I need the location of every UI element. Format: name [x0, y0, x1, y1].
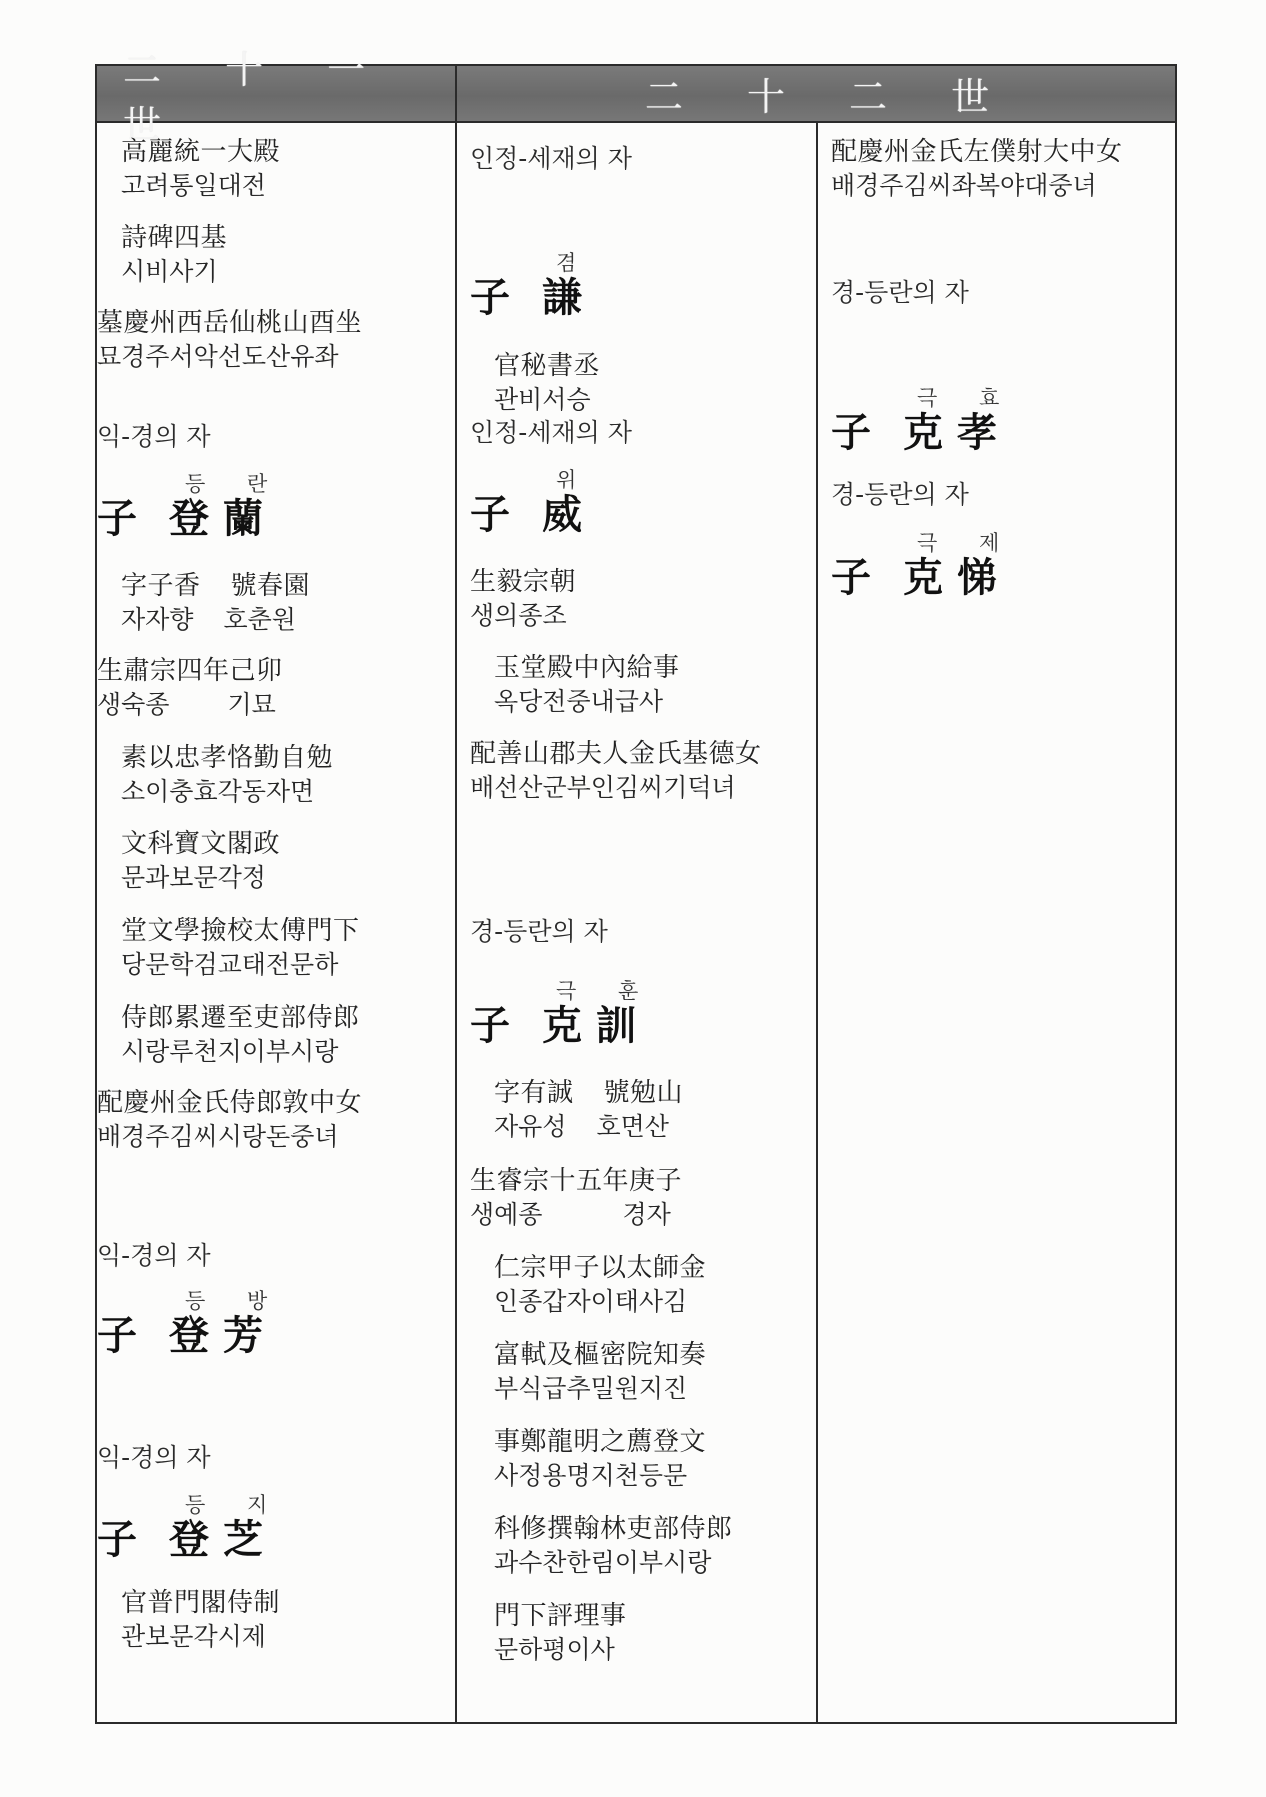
name-reading: 극	[556, 979, 577, 1003]
header-generation-22: 二 十 二 世	[644, 75, 1016, 119]
column-21st-generation	[97, 121, 457, 1722]
son-char: 子	[831, 409, 871, 456]
son-name	[470, 468, 582, 538]
hangul-line: 배경주김씨시랑돈중녀	[97, 1122, 339, 1151]
hanja-text: 號勉山	[603, 1078, 684, 1108]
parent-relation: 경-등란의 자	[470, 917, 608, 946]
entry-block	[97, 221, 227, 289]
son-char: 子	[97, 495, 137, 542]
entry-block	[97, 1086, 362, 1154]
son-char: 子	[831, 554, 871, 601]
entry-block	[97, 827, 280, 895]
hanja-text: 字子香	[121, 571, 201, 601]
son-char: 芳	[223, 1312, 263, 1359]
hangul-text: 생예종	[470, 1200, 543, 1229]
hangul-text: 호면산	[596, 1112, 669, 1141]
son-name	[831, 531, 1000, 601]
parent-relation: 인정-세재의 자	[470, 418, 632, 447]
hangul-line: 생의종조	[470, 601, 567, 630]
son-char: 克	[903, 554, 943, 601]
hanja-line: 配善山郡夫人金氏基德女	[470, 739, 762, 769]
son-char: 子	[470, 491, 510, 538]
hangul-line: 옥당전중내급사	[494, 687, 664, 716]
hanja-line: 配慶州金氏左僕射大中女	[831, 137, 1123, 167]
entry-block	[494, 1599, 627, 1667]
hanja-line: 生睿宗十五年庚子	[470, 1166, 683, 1196]
parent-relation: 익-경의 자	[97, 422, 211, 451]
hanja-line: 官秘書丞	[494, 351, 601, 381]
name-reading: 훈	[618, 979, 639, 1003]
entry-block	[494, 1338, 706, 1406]
name-reading: 극	[917, 386, 938, 410]
entry-block	[494, 1251, 706, 1319]
hanja-line: 仁宗甲子以太師金	[494, 1253, 707, 1283]
hanja-line: 素以忠孝恪勤自勉	[121, 743, 334, 773]
hangul-line: 인종갑자이태사김	[494, 1287, 688, 1316]
hangul-line: 관비서승	[494, 385, 591, 414]
hanja-line: 玉堂殿中內給事	[494, 653, 680, 683]
son-char: 訓	[596, 1002, 636, 1049]
name-reading: 극	[917, 531, 938, 555]
entry-block	[494, 1425, 706, 1493]
hanja-line: 配慶州金氏侍郎敦中女	[97, 1088, 363, 1118]
son-name	[97, 472, 268, 542]
son-char: 登	[169, 495, 209, 542]
hangul-line: 관보문각시제	[121, 1622, 266, 1651]
entry-block	[494, 349, 600, 417]
hangul-line: 당문학검교태전문하	[121, 950, 339, 979]
son-char: 蘭	[223, 495, 263, 542]
hangul-line: 묘경주서악선도산유좌	[97, 342, 339, 371]
hangul-line: 문하평이사	[494, 1635, 615, 1664]
son-char: 子	[470, 274, 510, 321]
son-name	[97, 1493, 268, 1563]
name-reading: 란	[247, 472, 268, 496]
entry-block	[97, 569, 310, 637]
son-char: 子	[97, 1516, 137, 1563]
parent-relation: 경-등란의 자	[831, 480, 969, 509]
hangul-line: 시랑루천지이부시랑	[121, 1037, 339, 1066]
hanja-line: 堂文學撿校太傅門下	[121, 916, 360, 946]
entry-block	[470, 565, 576, 633]
name-reading: 지	[247, 1493, 268, 1517]
hanja-line: 生肅宗四年己卯	[97, 656, 283, 686]
son-name	[831, 386, 1000, 456]
entry-block	[831, 135, 1123, 203]
son-char: 克	[542, 1002, 582, 1049]
hanja-line: 科修撰翰林吏部侍郎	[494, 1514, 733, 1544]
hanja-line: 詩碑四基	[121, 223, 228, 253]
son-char: 子	[97, 1312, 137, 1359]
hanja-line: 墓慶州西岳仙桃山酉坐	[97, 308, 363, 338]
name-reading: 등	[185, 1493, 206, 1517]
hangul-line: 과수찬한림이부시랑	[494, 1548, 712, 1577]
son-char: 威	[542, 491, 582, 538]
column-22nd-generation-b	[819, 121, 1177, 1722]
son-char: 登	[169, 1312, 209, 1359]
header-generation-21: 二 十 一 世	[97, 66, 457, 121]
hangul-text: 생숙종	[97, 690, 170, 719]
name-reading: 겸	[556, 251, 577, 275]
hanja-line: 官普門閣侍制	[121, 1588, 281, 1618]
son-name	[470, 251, 582, 321]
hangul-line: 배경주김씨좌복야대중녀	[831, 171, 1097, 200]
parent-relation: 경-등란의 자	[831, 278, 969, 307]
hangul-line: 시비사기	[121, 257, 218, 286]
son-char: 登	[169, 1516, 209, 1563]
hangul-text: 기묘	[227, 690, 276, 719]
entry-block	[494, 651, 680, 719]
name-reading: 위	[556, 468, 577, 492]
parent-relation: 익-경의 자	[97, 1241, 211, 1270]
son-char: 謙	[542, 274, 582, 321]
entry-block	[97, 1001, 360, 1069]
son-char: 克	[903, 409, 943, 456]
hangul-line: 소이충효각동자면	[121, 777, 315, 806]
hangul-text: 자자향	[121, 605, 194, 634]
entry-block	[97, 654, 283, 722]
parent-relation: 인정-세재의 자	[470, 144, 632, 173]
son-char: 孝	[957, 409, 997, 456]
hangul-line: 사정용명지천등문	[494, 1461, 688, 1490]
son-char: 悌	[957, 554, 997, 601]
hangul-line: 문과보문각정	[121, 863, 266, 892]
entry-block	[470, 737, 762, 805]
hanja-line: 事鄭龍明之薦登文	[494, 1427, 707, 1457]
name-reading: 등	[185, 1289, 206, 1313]
name-reading: 등	[185, 472, 206, 496]
table-header	[97, 47, 1175, 147]
entry-block	[97, 306, 362, 374]
name-reading: 제	[979, 531, 1000, 555]
hanja-line: 門下評理事	[494, 1601, 627, 1631]
genealogy-table	[95, 47, 1177, 1724]
hanja-text: 號春園	[230, 571, 311, 601]
name-reading: 효	[979, 386, 1000, 410]
parent-relation: 익-경의 자	[97, 1443, 211, 1472]
entry-block	[470, 1164, 682, 1232]
son-char: 子	[470, 1002, 510, 1049]
son-name	[470, 979, 639, 1049]
hangul-text: 경자	[622, 1200, 671, 1229]
hanja-line: 文科寶文閣政	[121, 829, 281, 859]
hangul-line: 부식급추밀원지진	[494, 1374, 688, 1403]
hanja-line: 富軾及樞密院知奏	[494, 1340, 707, 1370]
son-name	[97, 1289, 268, 1359]
name-reading: 방	[247, 1289, 268, 1313]
hangul-text: 자유성	[494, 1112, 567, 1141]
entry-block	[97, 135, 280, 203]
hangul-line: 배선산군부인김씨기덕녀	[470, 773, 736, 802]
entry-block	[97, 1586, 280, 1654]
column-22nd-generation-a	[458, 121, 818, 1722]
hanja-line: 高麗統一大殿	[121, 137, 281, 167]
entry-block	[494, 1076, 683, 1144]
hangul-line: 고려통일대전	[121, 171, 266, 200]
entry-block	[97, 741, 333, 809]
hanja-text: 字有誠	[494, 1078, 574, 1108]
hanja-line: 侍郎累遷至吏部侍郎	[121, 1003, 360, 1033]
entry-block	[494, 1512, 733, 1580]
son-char: 芝	[223, 1516, 263, 1563]
entry-block	[97, 914, 360, 982]
hanja-line: 生毅宗朝	[470, 567, 577, 597]
hangul-text: 호춘원	[223, 605, 296, 634]
